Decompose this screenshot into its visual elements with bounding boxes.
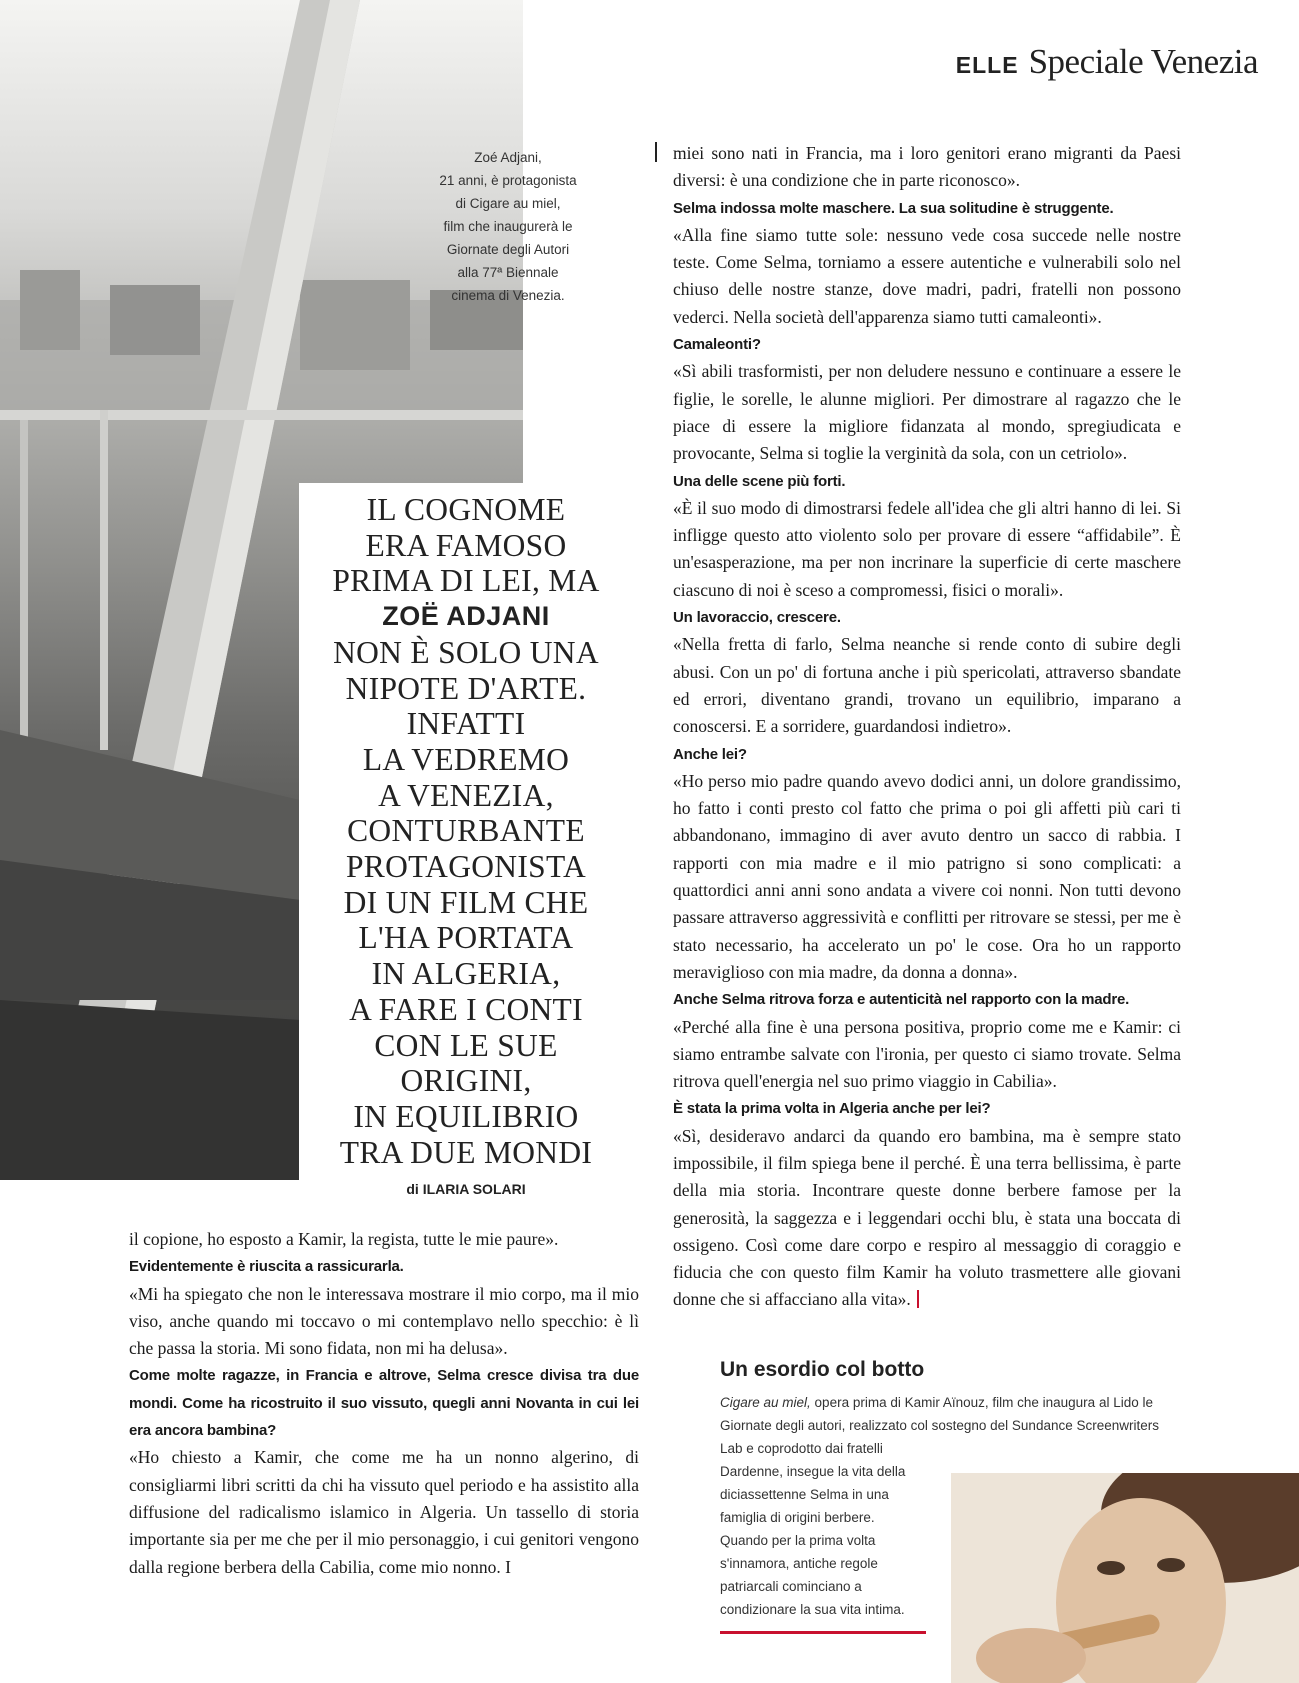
answer-paragraph: il copione, ho esposto a Kamir, la regista, tutte le mie paure». [129,1229,559,1249]
answer-paragraph-final [673,1123,1181,1314]
quote-line: IN ALGERIA, [371,956,561,992]
answer-paragraph: «È il suo modo di dimostrarsi fedele all'idea che gli altri hanno di lei. Si infligge questo atto violento solo per provare di essere “affidabile”. È un'esasperazione, ma per non incrinare la superficie di certe maschere ciascuno di noi è sceso a compromessi, fisici o morali». [673,497,1181,600]
quote-line: IL COGNOME [366,492,566,527]
article-column-right [673,140,1181,1314]
question-paragraph: Come molte ragazze, in Francia e altrove, Selma cresce divisa tra due mondi. Come ha ricostruito il suo vissuto, quegli anni Novanta in cui lei era ancora bambina? [129,1367,639,1440]
portrait-photo [951,1473,1299,1683]
pull-quote [300,492,632,1170]
box-title: Un esordio col botto [720,1358,925,1381]
caption-line: film che inaugurerà le [443,219,573,234]
column-rule [655,142,657,162]
answer-paragraph: «Sì abili trasformisti, per non deludere nessuno e continuare a essere le figlie, le sorelle, le alunne migliori. Per dimostrare al ragazzo che le piace di essere la migliore fidanzata al mondo, spregiudicata e provocante, Selma si toglie la verginità da sola, con un cetriolo». [673,361,1181,464]
quote-line: DI UN FILM CHE [343,884,589,920]
question-paragraph: Anche lei? [673,745,747,763]
quote-line: TRA DUE MONDI [339,1134,593,1170]
box-line [720,1391,1180,1414]
article-column-left [129,1226,639,1581]
answer-paragraph: «Ho chiesto a Kamir, che come me ha un nonno algerino, di consigliarmi libri scritti da chi ha vissuto quel periodo e ha assistito alla diffusione del radicalismo islamico in Algeria. Un tassello di storia importante sia per me che per il mio personaggio, i cui genitori vengono dalla regione berbera della Cabilia, come mio nonno. I [129,1447,639,1577]
question-paragraph: Anche Selma ritrova forza e autenticità nel rapporto con la madre. [673,991,1130,1009]
quote-line: L'HA PORTATA [358,920,574,956]
quote-line: ERA FAMOSO [365,527,567,563]
question-paragraph: Selma indossa molte maschere. La sua solitudine è struggente. [673,199,1114,217]
quote-line: LA VEDREMO [362,741,570,777]
box-accent-rule [720,1631,926,1634]
answer-paragraph: «Alla fine siamo tutte sole: nessuno vede cosa succede nelle nostre teste. Come Selma, torniamo a essere autentiche e vulnerabili solo nel chiuso delle nostre stanze, dove madri, padri, fratelli non possono vederci. Nella società dell'apparenza siamo tutti camaleonti». [673,224,1181,327]
end-mark [917,1290,919,1308]
quote-line: A FARE I CONTI [349,991,583,1027]
quote-line: A VENEZIA, [378,777,554,813]
magazine-logo: ELLE [955,52,1019,78]
answer-text: «Sì, desideravo andarci da quando ero bambina, ma è sempre stato impossibile, il film spiega bene il perché. È una terra bellissima, è parte della mia storia. Incontrare queste donne berbere famose per la generosità, la saggezza e i leggendari occhi blu, è stata una boccata di ossigeno. Così come dare corpo e respiro al messaggio di coraggio e fiducia che con questo film Kamir ha voluto trasmettere alle giovani donne che si affacciano alla vita». [673,1125,1181,1310]
box-line: s'innamora, antiche regole [720,1556,878,1571]
box-line: Lab e coprodotto dai fratelli [720,1441,883,1456]
quote-line: IN EQUILIBRIO [353,1098,579,1134]
quote-line: CON LE SUE [374,1027,558,1063]
caption-line: Giornate degli Autori [446,242,570,257]
caption-line: cinema di Venezia. [451,288,565,303]
photo-caption [420,146,596,307]
quote-line: CONTURBANTE [347,813,585,849]
box-line-text: opera prima di Kamir Aïnouz, film che inaugura al Lido le [810,1395,1153,1410]
box-line: Quando per la prima volta [720,1533,876,1548]
caption-line: Zoé Adjani, [474,150,542,165]
box-line: patriarcali cominciano a [720,1579,862,1594]
box-line: famiglia di origini berbere. [720,1510,875,1525]
caption-line: di Cigare au miel, [455,196,561,211]
question-paragraph: Una delle scene più forti. [673,472,846,490]
box-line: condizionare la sua vita intima. [720,1602,905,1617]
portrait-photo-drawing [951,1473,1299,1683]
answer-paragraph: miei sono nati in Francia, ma i loro genitori erano migranti da Paesi diversi: è una condizione che in parte riconosco». [673,143,1181,191]
question-paragraph: È stata la prima volta in Algeria anche per lei? [673,1100,991,1118]
question-paragraph: Camaleonti? [673,336,761,354]
quote-line: PROTAGONISTA [345,849,587,885]
quote-line: NIPOTE D'ARTE. [345,670,587,706]
question-paragraph: Evidentemente è riuscita a rassicurarla. [129,1258,404,1276]
answer-paragraph: «Mi ha spiegato che non le interessava mostrare il mio corpo, ma il mio viso, anche quando mi toccavo o mi contemplavo nello specchio: è lì che passa la storia. Mi sono fidata, non mi ha delusa». [129,1283,639,1359]
quote-line: NON È SOLO UNA [333,634,599,670]
answer-paragraph: «Nella fretta di farlo, Selma neanche si rende conto di subire degli abusi. Con un po' di fortuna anche i più spericolati, attraverso sbandate ed errori, diventano grandi, trovano un equilibrio, imparano a conoscersi. E a sorridere, guardandosi indietro». [673,634,1181,737]
question-paragraph: Un lavoraccio, crescere. [673,609,841,627]
byline: di ILARIA SOLARI [406,1181,526,1197]
page-header [956,42,1258,82]
box-line: Giornate degli autori, realizzato col sostegno del Sundance Screenwriters [720,1418,1159,1433]
film-title: Cigare au miel, [720,1395,811,1410]
box-line: Dardenne, insegue la vita della [720,1464,906,1479]
caption-line: alla 77ª Biennale [457,265,559,280]
box-line: diciassettenne Selma in una [720,1487,889,1502]
quote-line: PRIMA DI LEI, MA [332,563,600,599]
caption-line: 21 anni, è protagonista [439,173,577,188]
quote-highlight-name: ZOË ADJANI [382,601,550,632]
quote-line: INFATTI [406,706,526,742]
section-title: Speciale Venezia [1028,42,1258,81]
answer-paragraph: «Ho perso mio padre quando avevo dodici anni, un dolore grandissimo, ho fatto i conti presto col fatto che prima o poi gli affetti più cari ti abbandonano, immagino di aver avuto dentro un sacco di rabbia. I rapporti con mia madre e il mio patrigno si sono complicati: a quattordici anni anni sono andata a vivere coi nonni. Non tutti devono passare attraverso aggressività e conflitti per ritrovare se stessi, per me è stato necessario, ha accelerato un po' le cose. Ora ho un rapporto meraviglioso con mia madre, da donna a donna». [673,770,1181,982]
quote-line: ORIGINI, [400,1063,532,1099]
answer-paragraph: «Perché alla fine è una persona positiva, proprio come me e Kamir: ci siamo entrambe salvate con l'ironia, per questo ci siamo trovate. Selma ritrova quell'energia nel suo primo viaggio in Cabilia». [673,1016,1181,1092]
